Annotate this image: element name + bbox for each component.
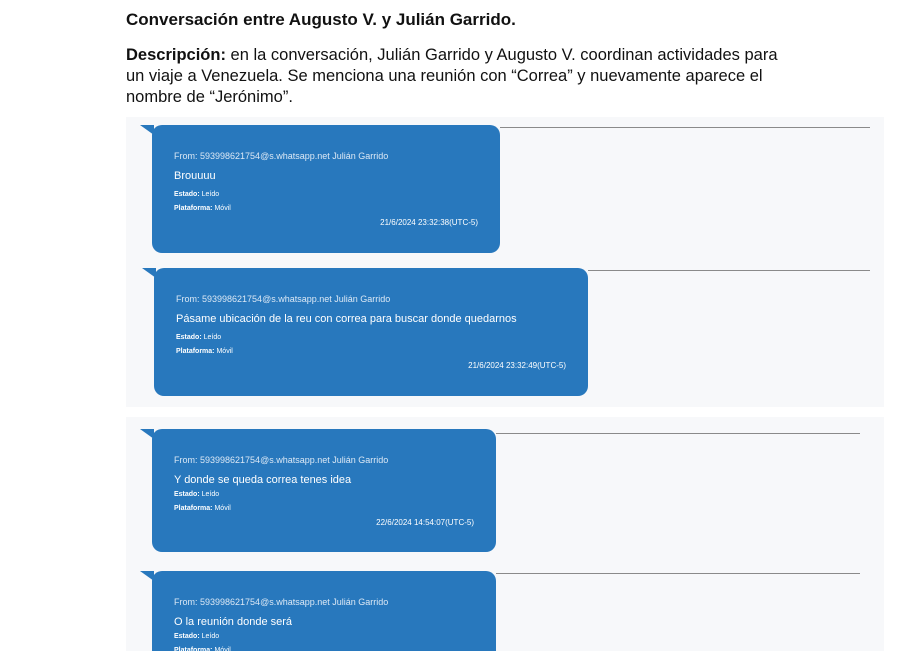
message-platform	[174, 647, 231, 651]
status-label: Estado:	[176, 334, 202, 341]
message-bubble	[152, 571, 496, 651]
message-sender: From: 593998621754@s.whatsapp.net Julián Garrido	[174, 455, 389, 465]
separator-line	[500, 127, 870, 128]
message-platform	[176, 348, 233, 355]
platform-label: Plataforma:	[174, 505, 213, 512]
message-bubble	[152, 429, 496, 552]
message-sender: From: 593998621754@s.whatsapp.net Julián Garrido	[176, 294, 391, 304]
document-title: Conversación entre Augusto V. y Julián Garrido.	[126, 10, 516, 29]
separator-line	[496, 433, 860, 434]
description-text: en la conversación, Julián Garrido y Augusto V. coordinan actividades para un viaje a Venezuela. Se menciona una reunión con “Correa” y nuevamente aparece el nombre de “Jerónimo”.	[126, 46, 778, 106]
platform-label: Plataforma:	[176, 348, 215, 355]
message-sender: From: 593998621754@s.whatsapp.net Julián Garrido	[174, 597, 389, 607]
message-text: Y donde se queda correa tenes idea	[174, 474, 352, 486]
platform-label: Plataforma:	[174, 647, 213, 651]
message-timestamp: 22/6/2024 14:54:07(UTC-5)	[376, 518, 474, 527]
status-label: Estado:	[174, 191, 200, 198]
platform-value: Móvil	[214, 505, 231, 512]
message-platform	[174, 205, 231, 212]
document-description	[126, 45, 786, 108]
message-text: Brouuuu	[174, 170, 216, 182]
separator-line	[588, 270, 870, 271]
bubble-tail	[140, 125, 154, 135]
message-status	[174, 633, 219, 640]
message-status	[174, 191, 219, 198]
message-sender: From: 593998621754@s.whatsapp.net Julián Garrido	[174, 151, 389, 161]
platform-label: Plataforma:	[174, 205, 213, 212]
description-label: Descripción:	[126, 46, 226, 64]
status-value: Leído	[201, 633, 220, 640]
bubble-tail	[140, 429, 154, 439]
message-platform	[174, 505, 231, 512]
platform-value: Móvil	[216, 348, 233, 355]
message-bubble	[152, 125, 500, 253]
platform-value: Móvil	[214, 205, 231, 212]
message-bubble	[154, 268, 588, 396]
message-text: Pásame ubicación de la reu con correa para buscar donde quedarnos	[176, 313, 517, 325]
status-label: Estado:	[174, 491, 200, 498]
status-label: Estado:	[174, 633, 200, 640]
status-value: Leído	[201, 191, 220, 198]
platform-value: Móvil	[214, 647, 231, 651]
chat-screenshot	[126, 117, 884, 651]
message-text: O la reunión donde será	[174, 616, 293, 628]
status-value: Leído	[201, 491, 220, 498]
status-value: Leído	[203, 334, 222, 341]
bubble-tail	[140, 571, 154, 581]
message-status	[176, 334, 221, 341]
separator-line	[496, 573, 860, 574]
bubble-tail	[142, 268, 156, 278]
message-status	[174, 491, 219, 498]
message-timestamp: 21/6/2024 23:32:49(UTC-5)	[468, 361, 566, 370]
message-timestamp: 21/6/2024 23:32:38(UTC-5)	[380, 218, 478, 227]
